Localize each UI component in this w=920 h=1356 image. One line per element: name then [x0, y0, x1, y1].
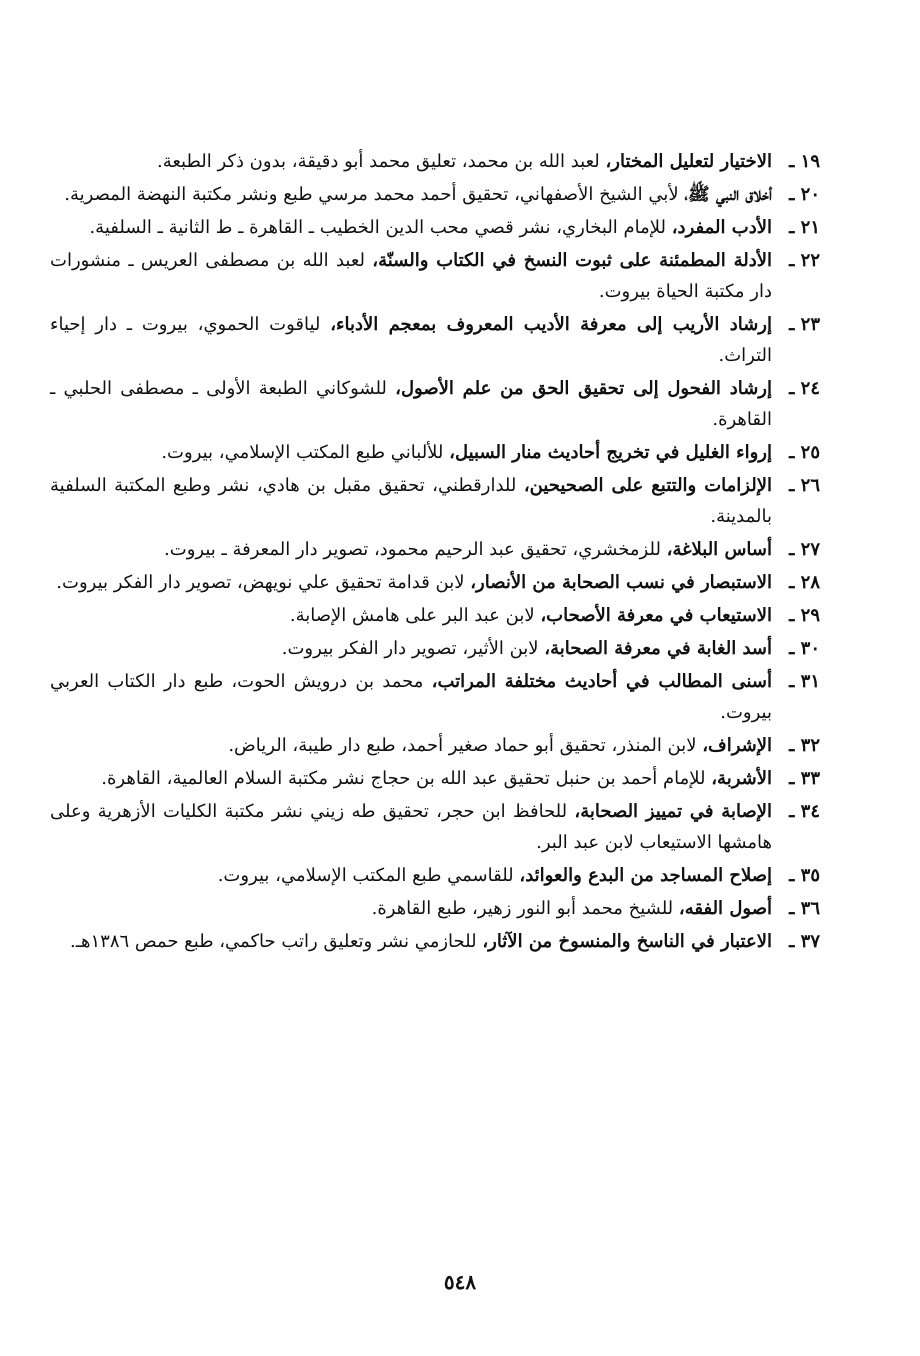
bibliography-entry	[50, 534, 820, 565]
bibliography-entry	[50, 373, 820, 435]
entry-number: ٢٨ ـ	[789, 572, 820, 593]
entry-number: ٢٧ ـ	[789, 539, 820, 560]
entry-title: أخلاق النبي ﷺ،	[684, 184, 772, 205]
entry-number: ٣١ ـ	[789, 671, 820, 692]
bibliography-entry	[50, 146, 820, 177]
bibliography-entry	[50, 633, 820, 664]
bibliography-entry	[50, 470, 820, 532]
entry-details: للإمام البخاري، نشر قصي محب الدين الخطيب ـ القاهرة ـ ط الثانية ـ السلفية.	[89, 217, 672, 238]
entry-title: الإصابة في تمييز الصحابة،	[574, 801, 772, 822]
entry-number: ٢٤ ـ	[789, 378, 820, 399]
entry-details: للإمام أحمد بن حنبل تحقيق عبد الله بن حجاج نشر مكتبة السلام العالمية، القاهرة.	[101, 768, 712, 789]
entry-number: ٢٢ ـ	[789, 250, 820, 271]
entry-details: لابن الأثير، تصوير دار الفكر بيروت.	[281, 638, 545, 659]
page-number: ٥٤٨	[443, 1270, 477, 1294]
bibliography-entry	[50, 796, 820, 858]
entry-number: ٣٦ ـ	[789, 898, 820, 919]
entry-title: الأدب المفرد،	[671, 217, 772, 238]
entry-number: ٢٥ ـ	[789, 442, 820, 463]
entry-title: إرواء الغليل في تخريج أحاديث منار السبيل،	[449, 442, 772, 463]
entry-details: للألباني طبع المكتب الإسلامي، بيروت.	[161, 442, 450, 463]
entry-title: أصول الفقه،	[678, 898, 772, 919]
bibliography-entry	[50, 860, 820, 891]
entry-details: للحافظ ابن حجر، تحقيق طه زيني نشر مكتبة الكليات الأزهرية وعلى هامشها الاستيعاب لابن عبد البر.	[50, 801, 772, 853]
bibliography-entry	[50, 730, 820, 761]
entry-number: ٢٦ ـ	[789, 475, 820, 496]
entry-number: ٣٠ ـ	[789, 638, 820, 659]
entry-details: لأبي الشيخ الأصفهاني، تحقيق أحمد محمد مرسي طبع ونشر مكتبة النهضة المصرية.	[64, 184, 685, 205]
bibliography-entry	[50, 600, 820, 631]
bibliography-entry	[50, 567, 820, 598]
bibliography-entry	[50, 179, 820, 210]
entry-details: لابن المنذر، تحقيق أبو حماد صغير أحمد، طبع دار طيبة، الرياض.	[228, 735, 703, 756]
entry-details: محمد بن درويش الحوت، طبع دار الكتاب العربي بيروت.	[50, 671, 772, 723]
entry-title: إرشاد الأريب إلى معرفة الأديب المعروف بمعجم الأدباء،	[330, 314, 773, 335]
entry-title: الاستبصار في نسب الصحابة من الأنصار،	[470, 572, 772, 593]
entry-number: ٢١ ـ	[789, 217, 820, 238]
entry-details: للحازمي نشر وتعليق راتب حاكمي، طبع حمص ١٣٨٦هـ.	[69, 931, 483, 952]
entry-number: ٢٣ ـ	[789, 314, 820, 335]
entry-number: ٣٥ ـ	[789, 865, 820, 886]
entry-details: لعبد الله بن محمد، تعليق محمد أبو دقيقة، بدون ذكر الطبعة.	[156, 151, 606, 172]
entry-details: لعبد الله بن مصطفى العريس ـ منشورات دار مكتبة الحياة بيروت.	[50, 250, 772, 302]
bibliography-entry	[50, 437, 820, 468]
entry-title: الإلزامات والتتبع على الصحيحين،	[523, 475, 772, 496]
entry-title: الأدلة المطمئنة على ثبوت النسخ في الكتاب والسنّة،	[372, 250, 772, 271]
entry-title: الإشراف،	[702, 735, 772, 756]
bibliography-entry	[50, 666, 820, 728]
bibliography-entry	[50, 245, 820, 307]
entry-details: لياقوت الحموي، بيروت ـ دار إحياء التراث.	[50, 314, 772, 366]
bibliography-entry	[50, 763, 820, 794]
bibliography-entry	[50, 893, 820, 924]
entry-title: الأشربة،	[711, 768, 772, 789]
entry-title: الاستيعاب في معرفة الأصحاب،	[540, 605, 772, 626]
entry-title: إرشاد الفحول إلى تحقيق الحق من علم الأصول،	[395, 378, 772, 399]
bibliography-list	[50, 146, 820, 959]
entry-number: ٣٢ ـ	[789, 735, 820, 756]
entry-details: للقاسمي طبع المكتب الإسلامي، بيروت.	[217, 865, 520, 886]
entry-details: للشوكاني الطبعة الأولى ـ مصطفى الحلبي ـ القاهرة.	[50, 378, 772, 430]
entry-title: الاعتبار في الناسخ والمنسوخ من الآثار،	[482, 931, 772, 952]
entry-number: ٢٠ ـ	[789, 184, 820, 205]
entry-details: لابن عبد البر على هامش الإصابة.	[289, 605, 541, 626]
bibliography-entry	[50, 926, 820, 957]
entry-number: ٣٤ ـ	[789, 801, 820, 822]
entry-title: إصلاح المساجد من البدع والعوائد،	[519, 865, 772, 886]
entry-title: أسد الغابة في معرفة الصحابة،	[544, 638, 772, 659]
entry-number: ٣٣ ـ	[789, 768, 820, 789]
entry-number: ٢٩ ـ	[789, 605, 820, 626]
bibliography-entry	[50, 309, 820, 371]
entry-details: للزمخشري، تحقيق عبد الرحيم محمود، تصوير دار المعرفة ـ بيروت.	[164, 539, 667, 560]
entry-details: للدارقطني، تحقيق مقبل بن هادي، نشر وطبع المكتبة السلفية بالمدينة.	[50, 475, 772, 527]
entry-title: الاختيار لتعليل المختار،	[605, 151, 772, 172]
entry-title: أساس البلاغة،	[666, 539, 772, 560]
entry-details: للشيخ محمد أبو النور زهير، طبع القاهرة.	[371, 898, 679, 919]
entry-number: ١٩ ـ	[789, 151, 820, 172]
entry-details: لابن قدامة تحقيق علي نويهض، تصوير دار الفكر بيروت.	[56, 572, 471, 593]
bibliography-entry	[50, 212, 820, 243]
entry-title: أسنى المطالب في أحاديث مختلفة المراتب،	[431, 671, 773, 692]
entry-number: ٣٧ ـ	[789, 931, 820, 952]
